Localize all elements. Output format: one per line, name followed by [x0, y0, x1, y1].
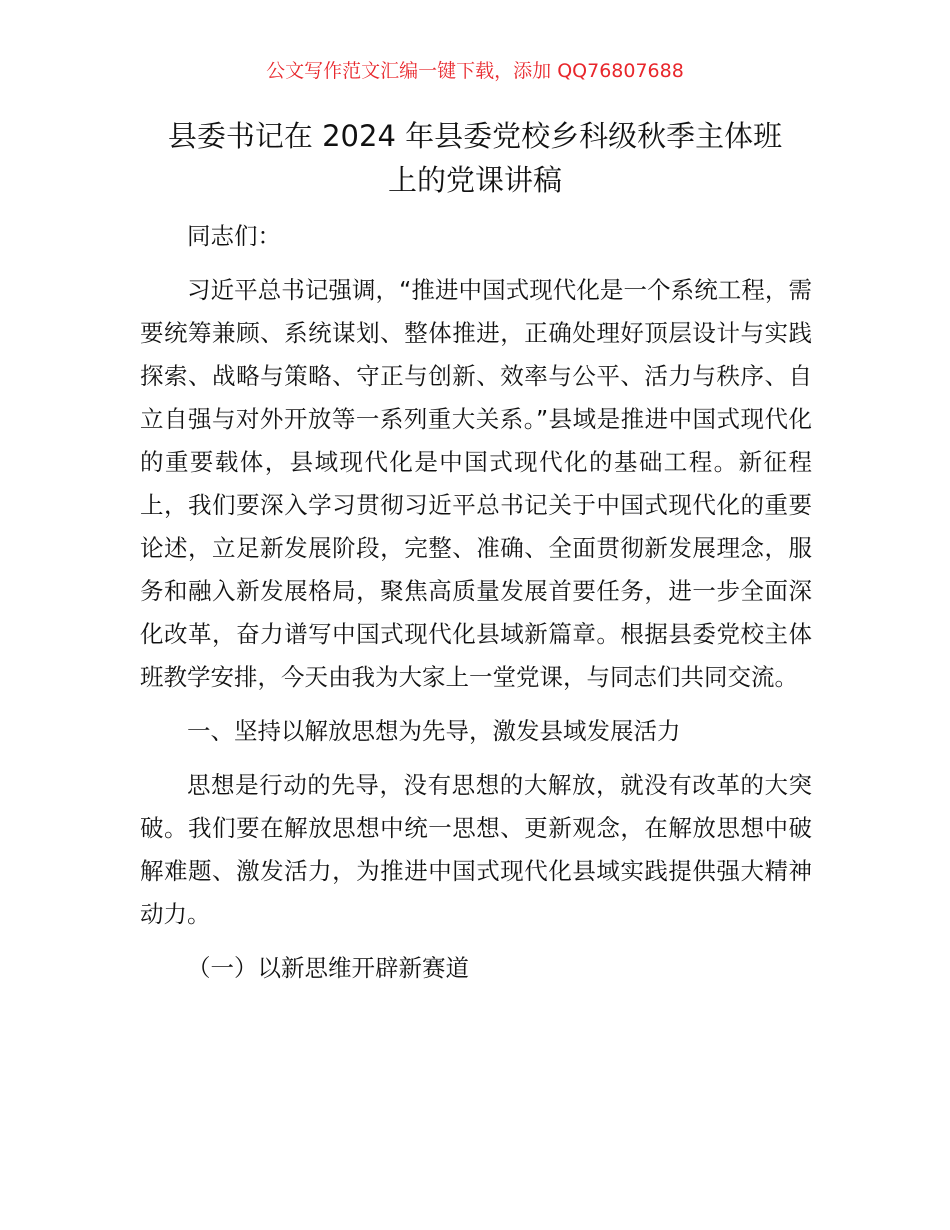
salutation: 同志们： [187, 222, 281, 250]
intro-paragraph: 习近平总书记强调，“推进中国式现代化是一个系统工程，需要统筹兼顾、系统谋划、整体推进，正确处理好顶层设计与实践探索、战略与策略、守正与创新、效率与公平、活力与秩序、自立自强与对外开放等一系列重大关系。”县域是推进中国式现代化的重要载体，县域现代化是中国式现代化的基础工程。新征程上，我们要深入学习贯彻习近平总书记关于中国式现代化的重要论述，立足新发展阶段，完整、准确、全面贯彻新发展理念，服务和融入新发展格局，聚焦高质量发展首要任务，进一步全面深化改革，奋力谱写中国式现代化县域新篇章。根据县委党校主体班教学安排，今天由我为大家上一堂党课，与同志们共同交流。 [140, 276, 812, 691]
section-1-paragraph: 思想是行动的先导，没有思想的大解放，就没有改革的大突破。我们要在解放思想中统一思想、更新观念，在解放思想中破解难题、激发活力，为推进中国式现代化县域实践提供强大精神动力。 [140, 771, 812, 928]
title-line-2: 上的党课讲稿 [387, 163, 562, 197]
title-line-1: 县委书记在 2024 年县委党校乡科级秋季主体班 [167, 119, 783, 153]
section-heading-1: 一、坚持以解放思想为先导，激发县域发展活力 [187, 717, 681, 745]
subsection-heading-1: （一）以新思维开辟新赛道 [187, 954, 469, 982]
document-title [140, 114, 810, 202]
document-body [140, 215, 812, 1001]
download-watermark: 公文写作范文汇编一键下载，添加 QQ76807688 [266, 60, 684, 82]
